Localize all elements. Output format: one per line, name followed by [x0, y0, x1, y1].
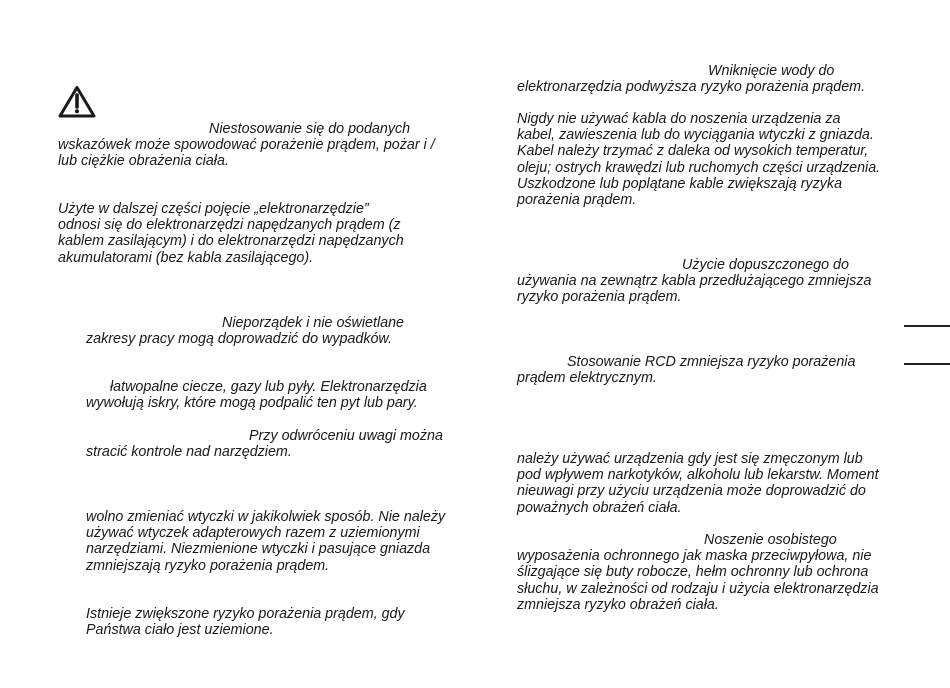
text-line: elektronarzędzia podwyższa ryzyko porażenia prądem. [517, 79, 866, 96]
distraction-paragraph [86, 428, 443, 460]
text-line: używania na zewnątrz kabla przedłużającego zmniejsza [517, 273, 872, 290]
text-line: Uszkodzone lub poplątane kable zwiększają ryzyka [517, 175, 843, 192]
grounded-paragraph [86, 606, 405, 638]
text-line: Przy odwróceniu uwagi można [249, 428, 443, 444]
text-line: kablem zasilającym) i do elektronarzędzi napędzanych [58, 233, 404, 250]
warning-intro [58, 121, 435, 170]
text-line: Nieporządek i nie oświetlane [222, 315, 404, 331]
text-line: należy używać urządzenia gdy jest się zmęczonym lub [517, 451, 863, 467]
cable-paragraph [517, 111, 880, 208]
text-line: łatwopalne ciecze, gazy lub pyły. Elektronarzędzia [110, 379, 427, 395]
text-line: Niestosowanie się do podanych [209, 121, 411, 137]
text-line: Istnieje zwiększone ryzyko porażenia prądem, gdy [86, 606, 405, 622]
text-line: Nigdy nie używać kabla do noszenia urządzenia za [517, 111, 841, 127]
text-line: Wniknięcie wody do [708, 63, 835, 79]
text-line: Użyte w dalszej części pojęcie „elektronarzędzie” [58, 201, 369, 217]
text-line: wyposażenia ochronnego jak maska przeciwpyłowa, nie [517, 548, 872, 565]
rcd-paragraph [517, 354, 855, 386]
text-line: oleju; ostrych krawędzi lub ruchomych części urządzenia. [517, 159, 881, 176]
text-line: kabel, zawieszenia lub do wyciągania wtyczki z gniazda. [517, 127, 874, 144]
text-line: zakresy pracy mogą doprowadzić do wypadków. [86, 331, 392, 348]
fatigue-paragraph [517, 451, 879, 516]
text-line: ryzyko porażenia prądem. [517, 289, 682, 306]
text-line: ślizgające się buty robocze, hełm ochronny lub ochrona [517, 564, 869, 581]
extension-cable-paragraph [517, 257, 871, 306]
text-line: Państwa ciało jest uziemione. [86, 622, 274, 639]
ppe-paragraph [517, 532, 879, 613]
text-line: lub ciężkie obrażenia ciała. [58, 153, 229, 170]
text-line: zmniejszają ryzyko porażenia prądem. [86, 557, 330, 574]
text-line: prądem elektrycznym. [517, 370, 657, 387]
text-line: poważnych obrażeń ciała. [517, 499, 682, 516]
workplace-paragraph [86, 315, 404, 347]
text-line: odnosi się do elektronarzędzi napędzanych prądem (z [58, 217, 401, 234]
text-line: wskazówek może spowodować porażenie prądem, pożar i / [58, 137, 435, 154]
text-line: narzędziami. Niezmienione wtyczki i pasujące gniazda [86, 541, 431, 558]
text-line: wywołują iskry, które mogą podpalić ten pyt lub pary. [86, 395, 418, 412]
text-line: Kabel należy trzymać z daleka od wysokich temperatur, [517, 143, 869, 160]
section-tab-marker-bottom [904, 363, 950, 365]
text-line: stracić kontrole nad narzędziem. [86, 444, 292, 461]
text-line: wolno zmieniać wtyczki w jakikolwiek sposób. Nie należy [86, 509, 446, 525]
text-line: słuchu, w zależności od rodzaju i użycia elektronarzędzia [517, 580, 879, 597]
text-line: pod wpływem narkotyków, alkoholu lub lekarstw. Moment [517, 467, 879, 484]
text-line: zmniejsza ryzyko obrażeń ciała. [517, 596, 719, 613]
definition-paragraph [58, 201, 404, 266]
text-line: Stosowanie RCD zmniejsza ryzyko porażenia [567, 354, 856, 370]
section-tab-marker-top [904, 325, 950, 327]
text-line: Użycie dopuszczonego do [682, 257, 849, 273]
water-paragraph [517, 63, 865, 95]
plugs-paragraph [86, 509, 445, 574]
warning-triangle-icon [58, 85, 96, 118]
text-line: Noszenie osobistego [704, 532, 837, 548]
text-line: nieuwagi przy użyciu urządzenia może doprowadzić do [517, 483, 866, 500]
text-line: używać wtyczek adapterowych razem z uziemionymi [86, 525, 420, 542]
text-line: akumulatorami (bez kabla zasilającego). [58, 249, 314, 266]
text-line: porażenia prądem. [517, 192, 637, 209]
flammable-paragraph [86, 379, 427, 411]
